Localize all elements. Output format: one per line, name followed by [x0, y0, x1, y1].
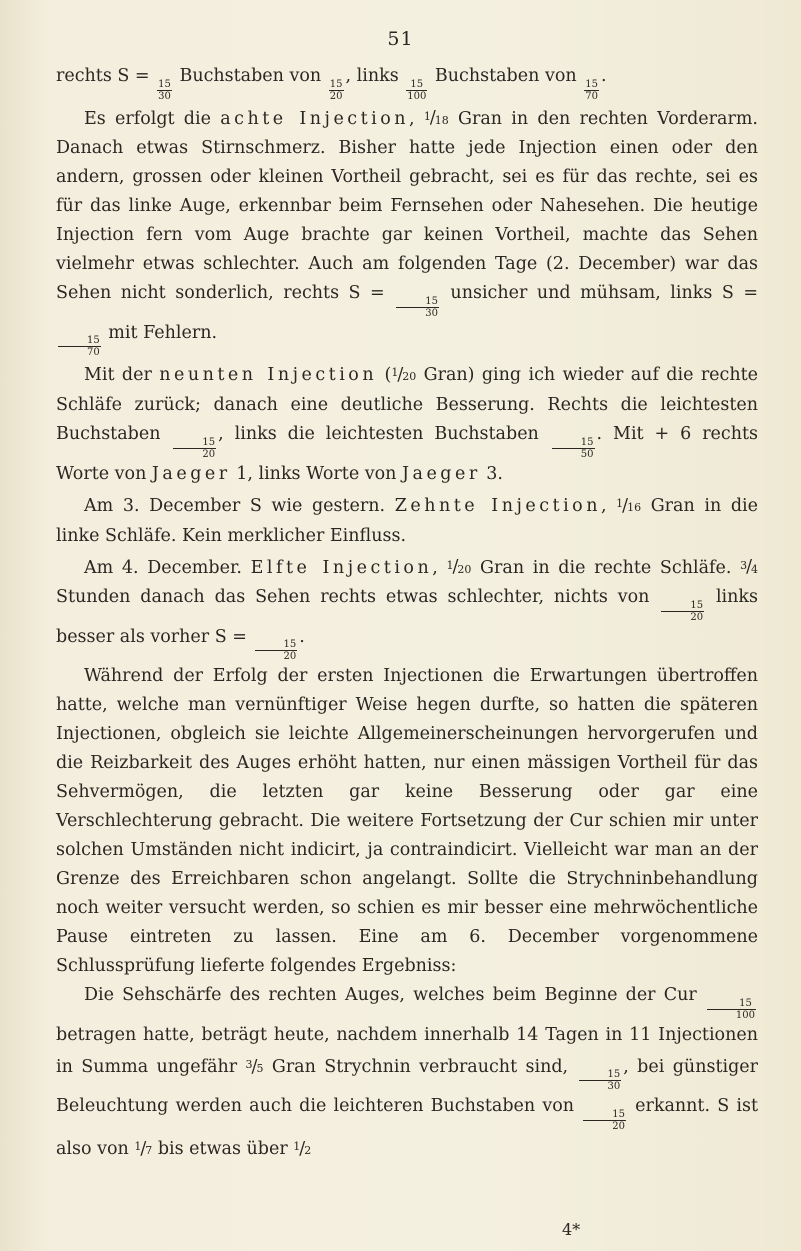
fraction: $\frac{15}{20}$ [173, 437, 216, 460]
fraction: $\frac{15}{70}$ [585, 78, 598, 102]
fraction: $\frac{15}{30}$ [396, 296, 439, 319]
fraction: $\frac{15}{50}$ [552, 437, 595, 460]
paragraph: Die Sehschärfe des rechten Auges, welches beim Beginne der Cur $\frac{15}{100}$ betragen hatte, beträgt heute, nachdem innerhalb 14 Tagen in 11 Injectionen in Summa ungefähr $^3$/5 Gran Strychnin verbraucht sind, $\frac{15}{30}$ , bei günstiger Beleuchtung werden auch die leichteren Buchstaben von $\frac{15}{20}$ erkannt. S ist also von $^1$/7 bis etwas über $^1$/2 [56, 985, 758, 1159]
fraction: $\frac{15}{100}$ [707, 998, 756, 1021]
fraction: $\frac{15}{20}$ [583, 1109, 626, 1132]
paragraph: Es erfolgt die achte Injection, $^1$/18 Gran in den rechten Vorderarm. Danach etwas Stirnschmerz. Bisher hatte jede Injection einen oder den andern, grossen oder kleinen Vortheil gebracht, sei es für das rechte, sei es für das linke Auge, erkennbar beim Fernsehen oder Nahesehen. Die heutige Injection fern vom Auge brachte gar keinen Vortheil, machte das Sehen vielmehr etwas schlechter. Auch am folgenden Tage (2. December) war das Sehen nicht sonderlich, rechts S = $\frac{15}{30}$ unsicher und mühsam, links S = $\frac{15}{70}$ mit Fehlern. [56, 108, 758, 359]
paragraph: Am 3. December S wie gestern. Zehnte Injection, $^1$/16 Gran in die linke Schläfe. Kein merklicher Einfluss. [56, 495, 758, 546]
paragraph: Am 4. December. Elfte Injection, $^1$/20 Gran in die rechte Schläfe. $^3$/4 Stunden danach das Sehen rechts etwas schlechter, nichts von $\frac{15}{20}$ links besser als vorher S = $\frac{15}{20}$ . [56, 557, 758, 663]
fraction: $\frac{15}{70}$ [58, 335, 101, 358]
fraction: $\frac{15}{20}$ [329, 78, 343, 102]
fraction: $\frac{15}{20}$ [255, 639, 298, 662]
fraction: $\frac{15}{30}$ [579, 1069, 622, 1092]
fraction: $\frac{15}{100}$ [407, 78, 427, 102]
paragraph: Mit der neunten Injection ($^1$/20 Gran) ging ich wieder auf die rechte Schläfe zurück; danach eine deutliche Besserung. Rechts die leichtesten Buchstaben $\frac{15}{20}$ , links die leichtesten Buchstaben $\frac{15}{50}$ . Mit + 6 rechts Worte von Jaeger 1, links Worte von Jaeger 3. [56, 365, 759, 484]
fraction: $\frac{15}{30}$ [158, 78, 171, 102]
body-text [56, 62, 758, 1165]
paragraph: rechts S = $\frac{15}{30}$ Buchstaben von $\frac{15}{20}$ , links $\frac{15}{100}$ Buchstaben von $\frac{15}{70}$ . [56, 66, 607, 102]
page-number: 51 [387, 28, 414, 50]
signature-mark: 4* [562, 1220, 581, 1239]
paragraph: Während der Erfolg der ersten Injectionen die Erwartungen übertroffen hatte, welche man vernünftiger Weise hegen durfte, so hatten die späteren Injectionen, obgleich sie leichte Allgemeinerscheinungen hervorgerufen und die Reizbarkeit des Auges erhöht hatten, nur einen mässigen Vortheil für das Sehvermögen, die letzten gar keine Besserung oder gar eine Verschlechterung gebracht. Die weitere Fortsetzung der Cur schien mir unter solchen Umständen nicht indicirt, ja contraindicirt. Vielleicht war man an der Grenze des Erreichbaren schon angelangt. Sollte die Strychninbehandlung noch weiter versucht werden, so schien es mir besser eine mehrwöchentliche Pause eintreten zu lassen. Eine am 6. December vorgenommene Schlussprüfung lieferte folgendes Ergebniss: [56, 666, 758, 977]
fraction: $\frac{15}{20}$ [661, 600, 704, 623]
